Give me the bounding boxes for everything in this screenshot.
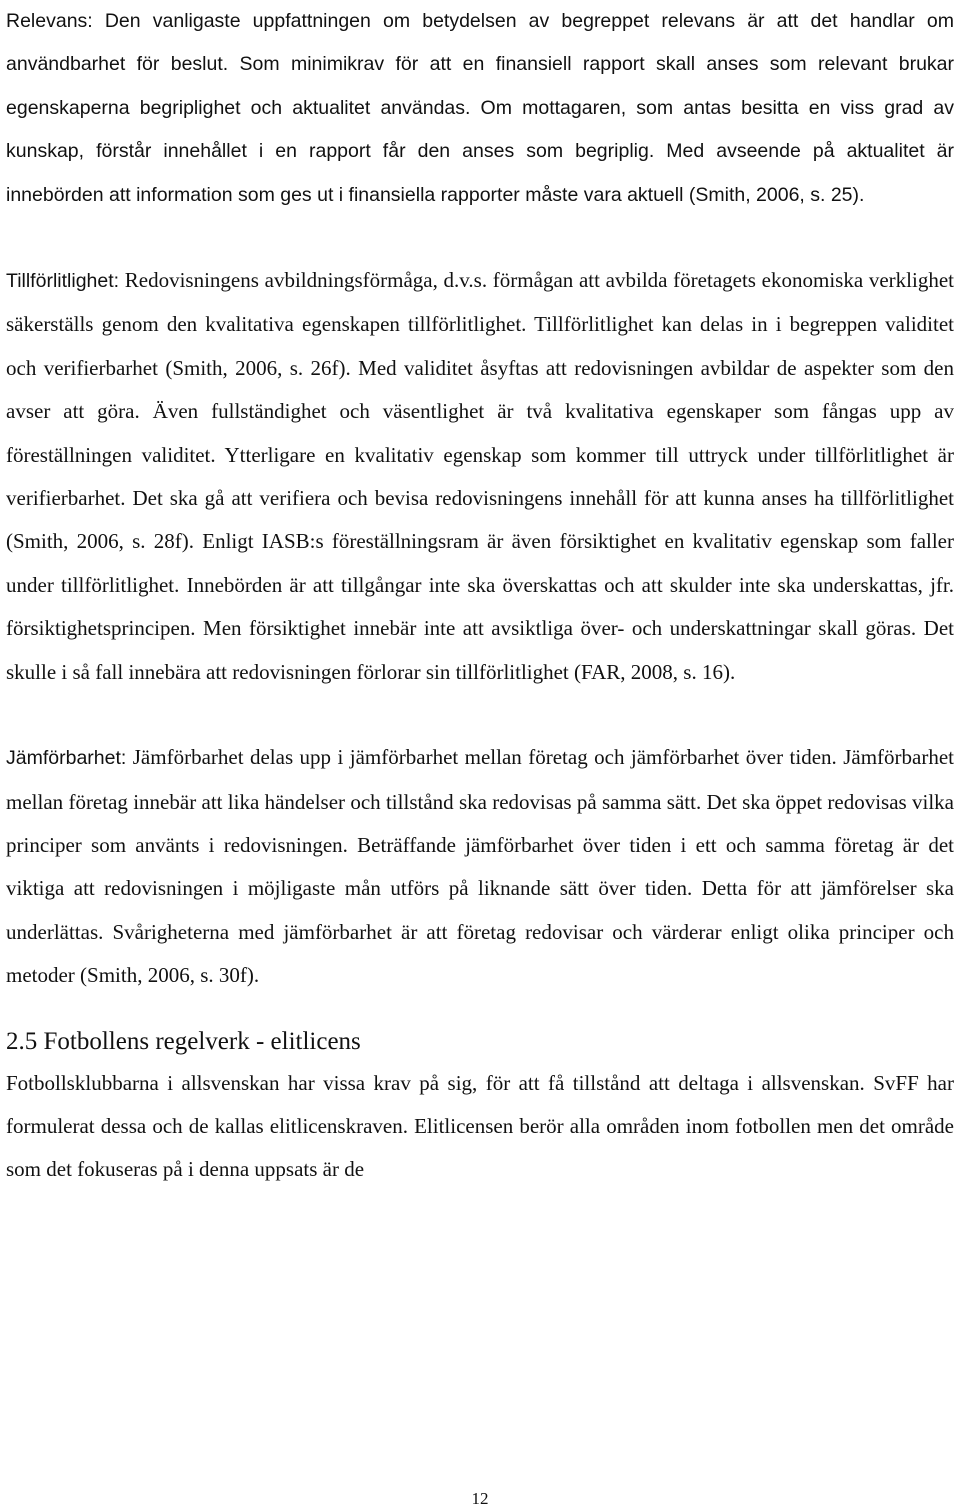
paragraph-spacer <box>6 217 954 259</box>
relevans-text: Relevans: Den vanligaste uppfattningen om betydelsen av begreppet relevans är att det handlar om användbarhet för beslut. Som minimikrav för att en finansiell rapport skall anses som relevant brukar egenskaperna begriplighet och aktualitet användas. Om mottagaren, som antas besitta en viss grad av kunskap, förstår innehållet i en rapport får den anses som begriplig. Med avseende på aktualitet är innebörden att information som ges ut i finansiella rapporter måste vara aktuell (Smith, 2006, s. 25). <box>6 10 954 206</box>
paragraph-tillforlitlighet <box>6 259 954 694</box>
document-page <box>6 0 954 1192</box>
paragraph-relevans <box>6 0 954 217</box>
jamforbarhet-text: Jämförbarhet delas upp i jämförbarhet mellan företag och jämförbarhet över tiden. Jämförbarhet mellan företag innebär att lika händelser och tillstånd ska redovisas på samma sätt. Det ska öppet redovisas vilka principer som använts i redovisningen. Beträffande jämförbarhet över tiden i ett och samma företag är det viktiga att redovisningen i möjligaste mån utförs på liknande sätt över tiden. Detta för att jämförelser ska underlättas. Svårigheterna med jämförbarhet är att företag redovisar och värderar enligt olika principer och metoder (Smith, 2006, s. 30f). <box>6 745 954 988</box>
elitlicens-text: Fotbollsklubbarna i allsvenskan har vissa krav på sig, för att få tillstånd att deltaga i allsvenskan. SvFF har formulerat dessa och de kallas elitlicenskraven. Elitlicensen berör alla områden inom fotbollen men det område som det fokuseras på i denna uppsats är de <box>6 1070 954 1182</box>
paragraph-spacer <box>6 694 954 736</box>
paragraph-elitlicens <box>6 1062 954 1192</box>
tillforlitlighet-text: Redovisningens avbildningsförmåga, d.v.s. förmågan att avbilda företagets ekonomiska verklighet säkerställs genom den kvalitativa egenskapen tillförlitlighet. Tillförlitlighet kan delas in i begreppen validitet och verifierbarhet (Smith, 2006, s. 26f). Med validitet åsyftas att redovisningen avbildar de aspekter som den avser att göra. Även fullständighet och väsentlighet är två kvalitativa egenskaper som fångas upp av föreställningen validitet. Ytterligare en kvalitativ egenskap som kommer till uttryck under tillförlitlighet är verifierbarhet. Det ska gå att verifiera och bevisa redovisningens innehåll för att kunna anses ha tillförlitlighet (Smith, 2006, s. 28f). Enligt IASB:s föreställningsram är även försiktighet en kvalitativ egenskap som faller under tillförlitlighet. Innebörden är att tillgångar inte ska överskattas och att skulder inte ska underskattas, jfr. försiktighetsprincipen. Men försiktighet innebär inte att avsiktliga över- och underskattningar skall göras. Det skulle i så fall innebära att redovisningen förlorar sin tillförlitlighet (FAR, 2008, s. 16). <box>6 268 954 684</box>
page-number: 12 <box>471 1489 489 1508</box>
tillforlitlighet-term: Tillförlitlighet: <box>6 270 120 293</box>
paragraph-jamforbarhet <box>6 736 954 997</box>
jamforbarhet-term: Jämförbarhet: <box>6 747 127 770</box>
section-heading: 2.5 Fotbollens regelverk - elitlicens <box>6 1027 361 1055</box>
